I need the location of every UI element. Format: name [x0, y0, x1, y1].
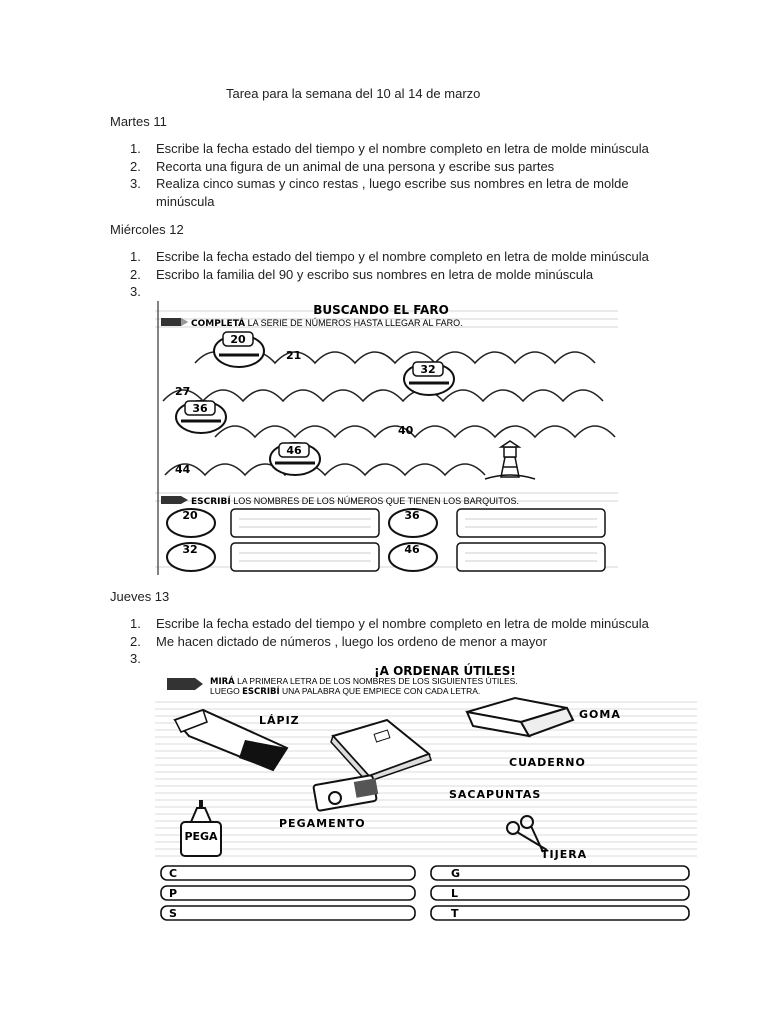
- svg-text:32: 32: [420, 363, 436, 376]
- worksheet-buscando-el-faro: [155, 297, 618, 577]
- answer-box[interactable]: [161, 886, 415, 900]
- svg-text:T: T: [451, 907, 459, 920]
- list-item: 2. Recorta una figura de un animal de una persona y escribe sus partes: [130, 158, 555, 174]
- answer-box[interactable]: [231, 543, 379, 571]
- item-label: PEGAMENTO: [279, 817, 366, 830]
- waves: [163, 352, 615, 475]
- item-label: SACAPUNTAS: [449, 788, 542, 801]
- boat-icon: [214, 332, 264, 367]
- worksheet-title: ¡A ORDENAR ÚTILES!: [374, 664, 516, 678]
- boat-icon: [404, 362, 454, 395]
- svg-text:C: C: [169, 867, 178, 880]
- svg-text:46: 46: [404, 543, 420, 556]
- day-heading-martes: Martes 11: [110, 114, 167, 129]
- answer-box[interactable]: [161, 906, 415, 920]
- svg-text:L: L: [451, 887, 459, 900]
- instruction-text: COMPLETÁ LA SERIE DE NÚMEROS HASTA LLEGAR AL FARO.: [191, 318, 463, 329]
- list-item: 3.: [130, 284, 141, 299]
- worksheet-utiles-drawing: [155, 662, 697, 930]
- svg-text:46: 46: [286, 444, 302, 457]
- worksheet-faro-drawing: [155, 297, 618, 577]
- svg-text:20: 20: [182, 509, 198, 522]
- list-item: 1. Escribe la fecha estado del tiempo y el nombre completo en letra de molde minúscula: [130, 249, 649, 264]
- glue-drawing: [181, 800, 221, 856]
- svg-text:P: P: [169, 887, 178, 900]
- answer-box[interactable]: [161, 866, 415, 880]
- wave-number: 44: [175, 463, 191, 476]
- answer-box[interactable]: [431, 866, 689, 880]
- item-label: GOMA: [579, 708, 621, 721]
- notebook-drawing: [331, 720, 431, 782]
- sharpener-drawing: [313, 775, 378, 811]
- pencil-icon: [167, 678, 203, 690]
- list-item: 3.: [130, 651, 141, 666]
- answer-box[interactable]: [457, 509, 605, 537]
- svg-text:32: 32: [182, 543, 198, 556]
- task-list-jueves: [130, 615, 670, 668]
- answer-box[interactable]: [431, 886, 689, 900]
- svg-text:PEGA: PEGA: [184, 830, 218, 843]
- page-title: Tarea para la semana del 10 al 14 de marzo: [226, 86, 481, 101]
- letter-box-rows: [161, 866, 689, 920]
- item-label: CUADERNO: [509, 756, 586, 769]
- svg-text:36: 36: [192, 402, 208, 415]
- worksheet-title: BUSCANDO EL FARO: [313, 303, 449, 317]
- list-item: 2. Me hacen dictado de números , luego los ordeno de menor a mayor: [130, 633, 547, 649]
- task-list-martes: [130, 140, 670, 210]
- svg-text:36: 36: [404, 509, 420, 522]
- pencil-icon: [161, 496, 188, 504]
- list-item: 3. Realiza cinco sumas y cinco restas , luego escribe sus nombres en letra de molde minúscula: [130, 176, 629, 209]
- item-label: LÁPIZ: [259, 714, 300, 727]
- worksheet-a-ordenar-utiles: [155, 662, 697, 930]
- answer-box[interactable]: [431, 906, 689, 920]
- list-item: 1. Escribe la fecha estado del tiempo y el nombre completo en letra de molde minúscula: [130, 141, 649, 156]
- item-label: TIJERA: [541, 848, 588, 861]
- wave-number: 40: [398, 424, 414, 437]
- list-item: 1. Escribe la fecha estado del tiempo y el nombre completo en letra de molde minúscula: [130, 616, 649, 631]
- list-item: 2. Escribo la familia del 90 y escribo sus nombres en letra de molde minúscula: [130, 266, 594, 282]
- svg-text:S: S: [169, 907, 177, 920]
- answer-row: [167, 509, 605, 537]
- task-list-miercoles: [130, 248, 670, 301]
- answer-box[interactable]: [231, 509, 379, 537]
- instruction-text: MIRÁ LA PRIMERA LETRA DE LOS NOMBRES DE LOS SIGUIENTES ÚTILES.: [210, 676, 518, 687]
- instruction-text: LUEGO ESCRIBÍ UNA PALABRA QUE EMPIECE CON CADA LETRA.: [210, 686, 481, 697]
- wave-number: 27: [175, 385, 191, 398]
- boat-icon: [270, 443, 320, 475]
- lighthouse-icon: [485, 441, 535, 479]
- day-heading-jueves: Jueves 13: [110, 589, 170, 604]
- wave-number: 21: [286, 349, 302, 362]
- answer-box[interactable]: [457, 543, 605, 571]
- boat-icon: [176, 401, 226, 433]
- svg-text:20: 20: [230, 333, 246, 346]
- svg-text:G: G: [451, 867, 461, 880]
- day-heading-miercoles: Miércoles 12: [110, 222, 184, 237]
- scissors-drawing: [507, 816, 547, 852]
- instruction-text: ESCRIBÍ LOS NOMBRES DE LOS NÚMEROS QUE TIENEN LOS BARQUITOS.: [191, 496, 519, 507]
